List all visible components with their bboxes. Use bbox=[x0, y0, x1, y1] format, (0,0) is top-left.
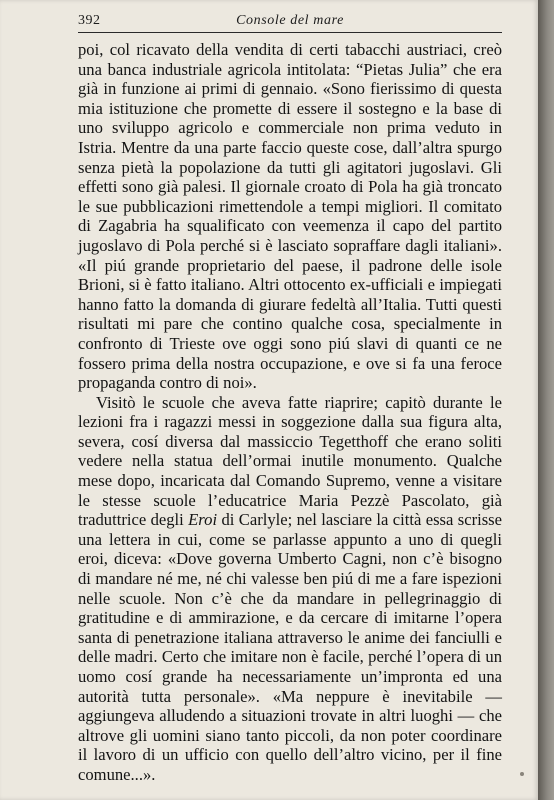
page-number: 392 bbox=[78, 13, 101, 28]
paragraph-2-text-start: Visitò le scuole che aveva fatte riaprire; capitò durante le lezioni fra i ragazzi messi in soggezione dalla sua figura alta, severa, cosí diversa dal massiccio Tegetthoff che erano soliti vedere nella statua dell’ormai inutile monumento. Qualche mese dopo, incaricata dal Comando Supremo, venne a visitare le stesse scuole l’educatrice Maria Pezzè Pascolato, già traduttrice degli bbox=[78, 392, 502, 530]
paper-speck bbox=[520, 772, 524, 776]
paragraph-1-text: poi, col ricavato della vendita di certi tabacchi austriaci, creò una banca industriale agricola intitolata: “Pietas Julia” che era già in funzione ai primi di gennaio. «Sono fierissimo di questa mia istituzione che promette di essere il sostegno e la base di uno sviluppo agricolo e commerciale non prima veduto in Istria. Mentre da una parte faccio queste cose, dall’altra spurgo senza pietà la popolazione da tutti gli agitatori jugoslavi. Gli effetti sono già palesi. Il giornale croato di Pola ha già troncato le sue pubblicazioni rimettendole a tempi migliori. Il comitato di Zagabria ha squalificato con veemenza il capo del partito jugoslavo di Pola perché si è lasciato sopraffare dagli italiani». «Il piú grande proprietario del paese, il padrone delle isole Brioni, si è fatto italiano. Altri ottocento ex-ufficiali e impiegati hanno fatto la domanda di giurare fedeltà all’Italia. Tutti questi risultati mi pare che contino qualche cosa, specialmente in confronto di Trieste ove oggi sono piú slavi di quanti ce ne fossero prima della nostra occupazione, e ove si fa una feroce propaganda contro di noi». bbox=[78, 40, 502, 393]
paragraph-1 bbox=[78, 40, 502, 393]
book-title-eroi: Eroi bbox=[188, 510, 218, 530]
paragraph-2 bbox=[78, 393, 502, 785]
page-header bbox=[78, 12, 502, 33]
paragraph-2-text-end: di Carlyle; nel lasciare la città essa scrisse una lettera in cui, come se parlasse appunto a uno di quegli eroi, diceva: «Dove governa Umberto Cagni, non c’è bisogno di mandare né me, né chi valesse ben piú di me a fare ispezioni nelle scuole. Non c’è che da mandare in pellegrinaggio di gratitudine e di ammirazione, e da cercare di imitarne l’opera santa di penetrazione italiana attraverso le anime dei fanciulli e delle madri. Certo che imitare non è facile, perché l’opera di un uomo cosí grande ha necessariamente un’impronta ed una autorità tutta personale». «Ma neppure è inevitabile — aggiungeva alludendo a situazioni trovate in altri luoghi — che altrove gli uomini siano tanto piccoli, da non poter coordinare il lavoro di un ufficio con quello dell’altro vicino, per il fine comune...». bbox=[78, 510, 502, 784]
body-text bbox=[78, 40, 502, 785]
running-title: Console del mare bbox=[236, 13, 344, 28]
page-edge-shadow bbox=[538, 0, 554, 800]
